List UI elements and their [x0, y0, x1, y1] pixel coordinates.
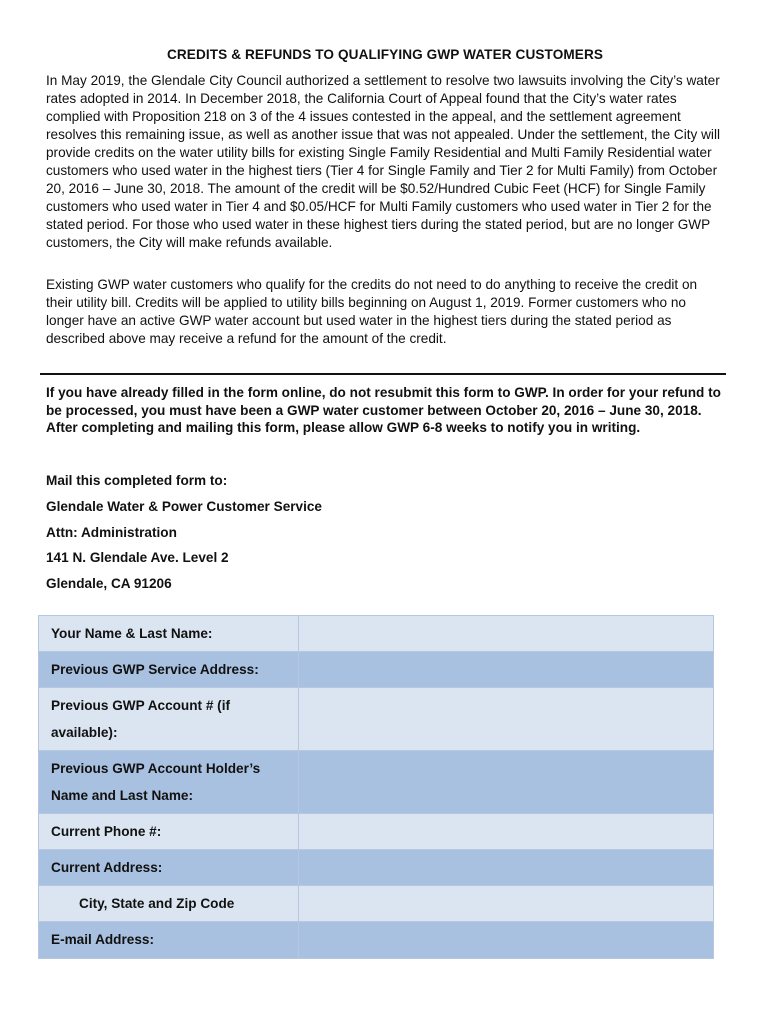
form-row-prev-service-address: [39, 652, 714, 688]
field-label: [39, 751, 299, 814]
current-address-input[interactable]: [299, 850, 714, 886]
email-input[interactable]: [299, 922, 714, 959]
settlement-paragraph: In May 2019, the Glendale City Council authorized a settlement to resolve two lawsuits involving the City’s water rates adopted in 2014. In December 2018, the California Court of Appeal found that the City’s water rates complied with Proposition 218 on 3 of the 4 issues contested in the appeal, and the settlement agreement resolves this remaining issue, as well as another issue that was not appealed. Under the settlement, the City will provide credits on the water utility bills for existing Single Family Residential and Multi Family Residential water customers who used water in the highest tiers (Tier 4 for Single Family and Tier 2 for Multi Family) from October 20, 2016 – June 30, 2018. The amount of the credit will be $0.52/Hundred Cubic Feet (HCF) for Single Family customers who used water in Tier 4 and $0.05/HCF for Multi Family customers who used water in Tier 2 for the stated period. For those who used water in these highest tiers during the stated period, but are no longer GWP customers, the City will make refunds available.: [46, 73, 720, 250]
form-row-phone: [39, 814, 714, 850]
field-label: [39, 922, 299, 959]
prev-holder-label: Previous GWP Account Holder’s Name and Last Name:: [51, 761, 261, 803]
city-state-zip-input[interactable]: [299, 886, 714, 922]
field-label: [39, 616, 299, 652]
mail-org: Glendale Water & Power Customer Service: [46, 499, 322, 514]
phone-input[interactable]: [299, 814, 714, 850]
current-address-label: Current Address:: [51, 860, 163, 875]
refund-form-table: [38, 615, 714, 959]
form-row-email: [39, 922, 714, 959]
city-state-zip-label: City, State and Zip Code: [79, 896, 235, 911]
form-row-prev-holder: [39, 751, 714, 814]
form-row-city-state-zip: [39, 886, 714, 922]
prev-service-address-input[interactable]: [299, 652, 714, 688]
form-row-prev-account: [39, 688, 714, 751]
prev-service-address-label: Previous GWP Service Address:: [51, 662, 259, 677]
mail-attn: Attn: Administration: [46, 525, 177, 540]
field-label: [39, 886, 299, 922]
mail-heading: Mail this completed form to:: [46, 473, 228, 488]
field-label: [39, 814, 299, 850]
mail-street: 141 N. Glendale Ave. Level 2: [46, 550, 229, 565]
prev-holder-input[interactable]: [299, 751, 714, 814]
prev-account-input[interactable]: [299, 688, 714, 751]
name-label: Your Name & Last Name:: [51, 626, 213, 641]
name-input[interactable]: [299, 616, 714, 652]
prev-account-label: Previous GWP Account # (if available):: [51, 698, 231, 740]
phone-label: Current Phone #:: [51, 824, 162, 839]
field-label: [39, 688, 299, 751]
page-title: CREDITS & REFUNDS TO QUALIFYING GWP WATER CUSTOMERS: [166, 47, 604, 62]
field-label: [39, 850, 299, 886]
mail-city: Glendale, CA 91206: [46, 576, 172, 591]
form-row-current-address: [39, 850, 714, 886]
field-label: [39, 652, 299, 688]
submission-notice: If you have already filled in the form online, do not resubmit this form to GWP. In order for your refund to be processed, you must have been a GWP water customer between October 20, 2016 – June 30, 2018. After completing and mailing this form, please allow GWP 6-8 weeks to notify you in writing.: [46, 385, 721, 435]
credit-paragraph: Existing GWP water customers who qualify for the credits do not need to do anything to receive the credit on their utility bill. Credits will be applied to utility bills beginning on August 1, 2019. Former customers who no longer have an active GWP water account but used water in the highest tiers during the stated period as described above may receive a refund for the amount of the credit.: [46, 277, 698, 346]
email-label: E-mail Address:: [51, 932, 154, 947]
section-divider: [40, 373, 726, 375]
form-row-name: [39, 616, 714, 652]
